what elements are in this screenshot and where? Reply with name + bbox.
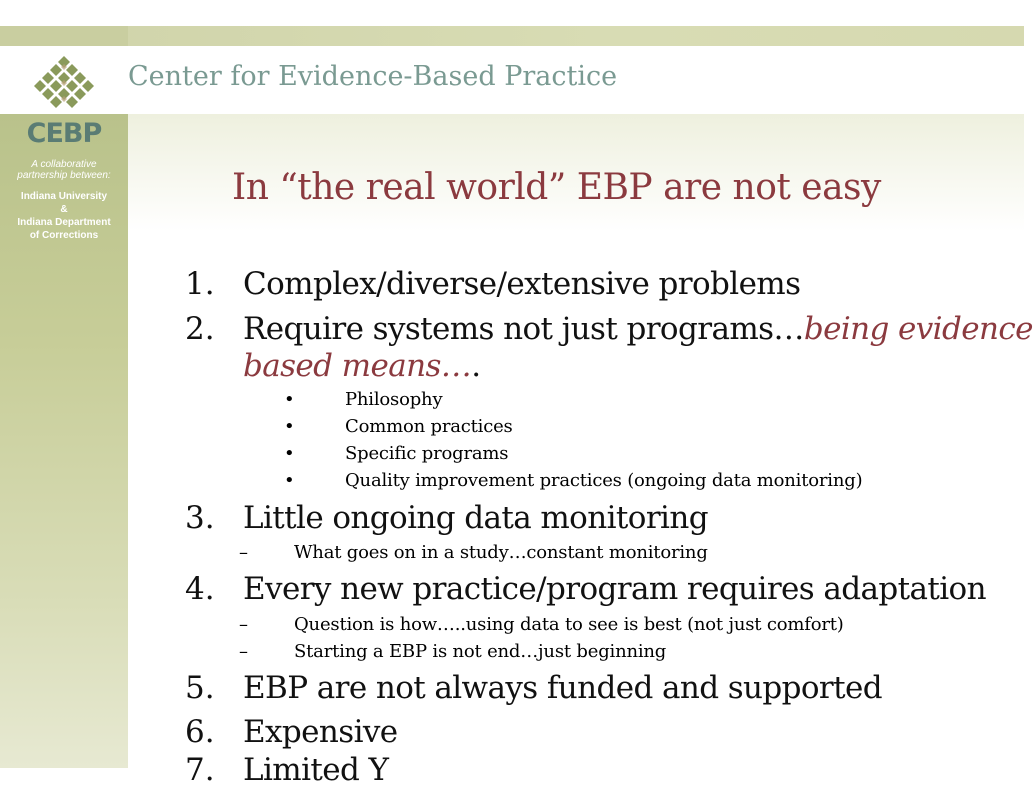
header-title: Center for Evidence-Based Practice <box>128 61 618 92</box>
list-item-text: Limited Y <box>243 752 389 788</box>
sub-dash-item: What goes on in a study…constant monitoring <box>294 542 708 563</box>
bullet-icon: • <box>284 443 295 464</box>
list-item-text: Expensive <box>243 714 398 750</box>
list-item-number: 7. <box>185 752 215 788</box>
dash-icon: – <box>239 641 248 662</box>
list-item-number: 3. <box>185 500 215 536</box>
list-item-text-line <box>243 311 1033 347</box>
list-item-number: 5. <box>185 670 215 706</box>
sub-bullet: Specific programs <box>345 443 509 464</box>
dash-icon: – <box>239 542 248 563</box>
dash-icon: – <box>239 614 248 635</box>
list-item-number: 2. <box>185 311 215 347</box>
list-item-number: 1. <box>185 266 215 302</box>
list-item-text: EBP are not always funded and supported <box>243 670 882 706</box>
list-item-text: Little ongoing data monitoring <box>243 500 708 536</box>
sub-dash-item: Question is how…..using data to see is best (not just comfort) <box>294 614 844 635</box>
list-item-text: Complex/diverse/extensive problems <box>243 266 801 302</box>
sidebar-brand: CEBP <box>26 118 102 149</box>
partner-2-line-2: of Corrections <box>29 230 99 241</box>
sub-bullet: Philosophy <box>345 389 443 410</box>
bullet-icon: • <box>284 416 295 437</box>
sub-bullet: Common practices <box>345 416 513 437</box>
list-item-continuation <box>243 348 480 384</box>
partner-amp: & <box>60 204 68 215</box>
list-item-emphasis-2: based means… <box>243 348 472 384</box>
bullet-icon: • <box>284 470 295 491</box>
collab-line-1: A collaborative <box>31 159 97 170</box>
collab-line-2: partnership between: <box>17 170 111 181</box>
list-item-text: Require systems not just programs… <box>243 311 804 347</box>
list-item-emphasis: being evidence <box>803 311 1033 347</box>
list-item-number: 6. <box>185 714 215 750</box>
list-item-tail: . <box>471 348 481 384</box>
partner-1: Indiana University <box>20 191 108 202</box>
slide-title: In “the real world” EBP are not easy <box>232 167 881 208</box>
bullet-icon: • <box>284 389 295 410</box>
partner-2-line-1: Indiana Department <box>17 217 111 228</box>
sub-bullet: Quality improvement practices (ongoing data monitoring) <box>345 470 863 491</box>
sub-dash-item: Starting a EBP is not end…just beginning <box>294 641 667 662</box>
list-item-number: 4. <box>185 571 215 607</box>
list-item-text: Every new practice/program requires adaptation <box>243 571 986 607</box>
